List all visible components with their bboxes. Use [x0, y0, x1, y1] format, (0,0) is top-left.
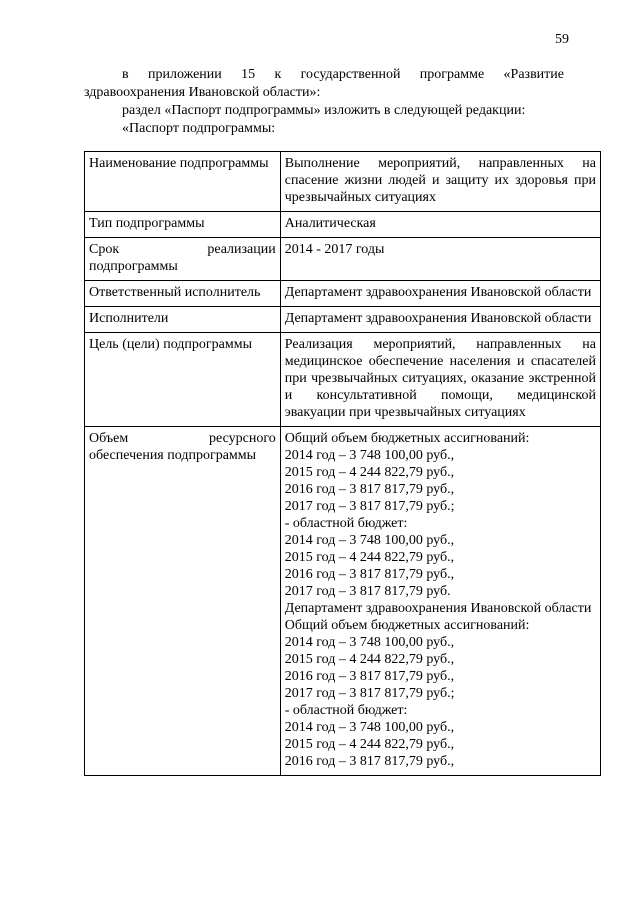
funding-line: Общий объем бюджетных ассигнований: — [284, 618, 530, 633]
value-goal: Реализация мероприятий, направленных на медицинское обеспечение населения и спасателей при чрезвычайных ситуациях, оказание экстренной и консультативной помощи, медицинской эвакуации при чрезвычайных ситуациях — [280, 333, 600, 427]
funding-line: - областной бюджет: — [284, 516, 408, 531]
funding-line: 2017 год – 3 817 817,79 руб.; — [284, 686, 455, 701]
row-responsible-executor — [85, 281, 601, 307]
label-subprogram-type: Тип подпрограммы — [85, 212, 281, 238]
value-responsible-executor: Департамент здравоохранения Ивановской области — [280, 281, 600, 307]
row-executors — [85, 307, 601, 333]
label-executors: Исполнители — [85, 307, 281, 333]
value-term: 2014 - 2017 годы — [280, 238, 600, 281]
label-funding — [85, 427, 281, 776]
row-goal — [85, 333, 601, 427]
value-subprogram-name: Выполнение мероприятий, направленных на спасение жизни людей и защиту их здоровья при чрезвычайных ситуациях — [280, 152, 600, 212]
funding-line: 2015 год – 4 244 822,79 руб., — [284, 737, 455, 752]
funding-line: 2015 год – 4 244 822,79 руб., — [284, 465, 455, 480]
funding-line: 2014 год – 3 748 100,00 руб., — [284, 533, 455, 548]
funding-line: 2016 год – 3 817 817,79 руб., — [284, 482, 455, 497]
row-subprogram-name — [85, 152, 601, 212]
funding-line: 2015 год – 4 244 822,79 руб., — [284, 652, 455, 667]
intro-paragraph — [84, 66, 564, 138]
funding-line-department: Департамент здравоохранения Ивановской области — [284, 601, 592, 616]
page-number: 59 — [555, 32, 569, 47]
funding-line: Общий объем бюджетных ассигнований: — [284, 431, 530, 446]
funding-line: 2017 год – 3 817 817,79 руб.; — [284, 499, 455, 514]
label-goal: Цель (цели) подпрограммы — [85, 333, 281, 427]
funding-line: 2016 год – 3 817 817,79 руб., — [284, 754, 455, 769]
row-funding — [85, 427, 601, 776]
funding-line: 2017 год – 3 817 817,79 руб. — [284, 584, 451, 599]
label-term-part-c: подпрограммы — [89, 259, 178, 274]
label-term-part-b: реализации — [207, 242, 276, 257]
row-term — [85, 238, 601, 281]
passport-table — [84, 151, 601, 776]
label-term-part-a: Срок — [89, 242, 120, 257]
value-subprogram-type: Аналитическая — [280, 212, 600, 238]
intro-line-3: раздел «Паспорт подпрограммы» изложить в следующей редакции: — [122, 103, 526, 118]
funding-line: 2015 год – 4 244 822,79 руб., — [284, 550, 455, 565]
funding-line: 2016 год – 3 817 817,79 руб., — [284, 567, 455, 582]
label-responsible-executor: Ответственный исполнитель — [85, 281, 281, 307]
value-funding — [280, 427, 600, 776]
funding-line: - областной бюджет: — [284, 703, 408, 718]
funding-line: 2014 год – 3 748 100,00 руб., — [284, 448, 455, 463]
intro-line-4: «Паспорт подпрограммы: — [122, 121, 276, 136]
label-term — [85, 238, 281, 281]
label-funding-part-b: ресурсного — [209, 431, 276, 446]
label-funding-part-a: Объем — [89, 431, 129, 446]
funding-line: 2016 год – 3 817 817,79 руб., — [284, 669, 455, 684]
funding-line: 2014 год – 3 748 100,00 руб., — [284, 720, 455, 735]
intro-line-2: здравоохранения Ивановской области»: — [84, 85, 321, 100]
label-subprogram-name: Наименование подпрограммы — [85, 152, 281, 212]
intro-line-1: в приложении 15 к государственной программе «Развитие — [122, 67, 564, 82]
funding-line: 2014 год – 3 748 100,00 руб., — [284, 635, 455, 650]
value-executors: Департамент здравоохранения Ивановской области — [280, 307, 600, 333]
label-funding-part-c: обеспечения подпрограммы — [89, 448, 257, 463]
row-subprogram-type — [85, 212, 601, 238]
